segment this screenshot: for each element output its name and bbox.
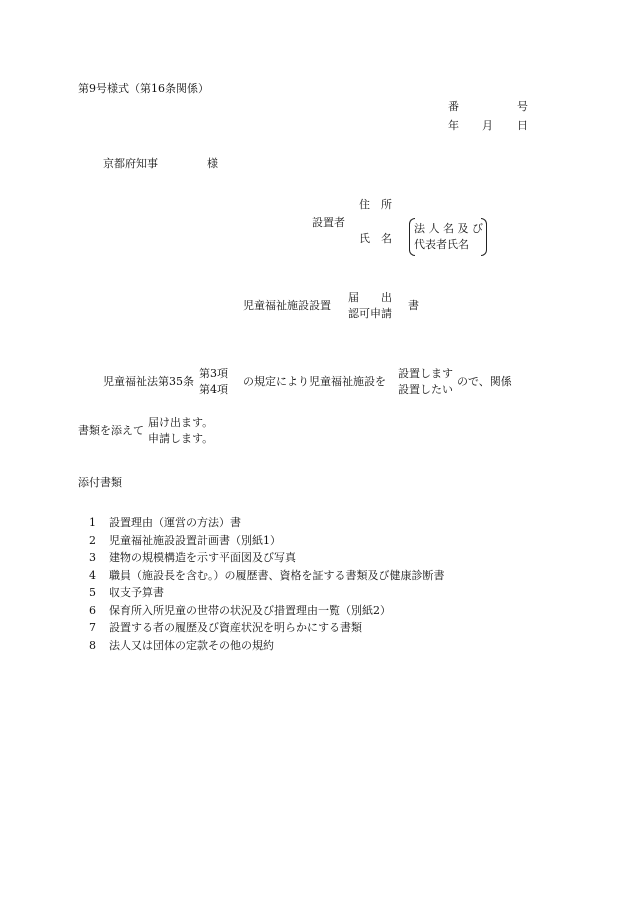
list-item-text: 児童福祉施設設置計画書（別紙1） xyxy=(109,533,281,547)
date-month: 月 xyxy=(482,119,493,132)
list-item-text: 収支予算書 xyxy=(109,586,164,599)
list-item-text: 職員（施設長を含む。）の履歴書、資格を証する書類及び健康診断書 xyxy=(109,568,445,582)
list-item-text: 建物の規模構造を示す平面図及び写真 xyxy=(109,551,296,564)
list-item xyxy=(89,619,445,637)
list-item xyxy=(89,567,445,585)
body-middle: の規定により児童福祉施設を xyxy=(243,375,386,388)
applicant-label: 設置者 xyxy=(312,216,345,229)
corp-note-line2: 代表者氏名 xyxy=(414,238,469,251)
list-item-number: 7 xyxy=(89,621,96,634)
name-label: 氏 名 xyxy=(359,232,392,245)
list-item xyxy=(89,584,445,602)
body-clause-3: 第3項 xyxy=(199,367,228,380)
date-year: 年 xyxy=(448,119,459,132)
date-day: 日 xyxy=(517,119,528,132)
corp-note-bracket-right xyxy=(481,218,487,256)
corp-note-line1: 法 人 名 及 び xyxy=(414,222,483,235)
list-item-number: 6 xyxy=(89,603,96,617)
addressee-name: 京都府知事 xyxy=(103,157,158,170)
list-item-number: 1 xyxy=(89,516,96,529)
body-tail: ので、関係 xyxy=(457,375,512,388)
list-item-text: 保育所入所児童の世帯の状況及び措置理由一覧（別紙2） xyxy=(109,603,391,617)
body-submit-apply: 申請します。 xyxy=(148,432,214,445)
body-submit-notify: 届け出ます。 xyxy=(148,416,214,429)
list-item-number: 4 xyxy=(89,568,96,582)
title-suffix: 書 xyxy=(408,299,419,312)
body-choice-intend: 設置したい xyxy=(398,383,453,396)
title-prefix: 児童福祉施設設置 xyxy=(243,299,331,312)
list-item-text: 設置する者の履歴及び資産状況を明らかにする書類 xyxy=(109,621,362,634)
list-item xyxy=(89,549,445,567)
list-item xyxy=(89,514,445,532)
list-item-number: 8 xyxy=(89,638,96,652)
body-clause-4: 第4項 xyxy=(199,383,228,396)
list-item-text: 設置理由（運営の方法）書 xyxy=(109,516,241,529)
attachments-heading: 添付書類 xyxy=(78,476,122,489)
body-docs-prefix: 書類を添えて xyxy=(78,424,144,437)
address-label: 住 所 xyxy=(359,198,392,211)
list-item xyxy=(89,637,445,655)
title-option-approval: 認可申請 xyxy=(348,307,392,320)
list-item-number: 5 xyxy=(89,586,96,599)
list-item xyxy=(89,602,445,620)
number-label-ban: 番 xyxy=(448,100,459,113)
form-title: 第9号様式（第16条関係） xyxy=(78,82,209,95)
body-law: 児童福祉法第35条 xyxy=(103,375,194,388)
addressee-honorific: 様 xyxy=(207,157,218,170)
list-item-number: 2 xyxy=(89,533,96,547)
list-item xyxy=(89,532,445,550)
list-item-number: 3 xyxy=(89,551,96,564)
body-choice-establish: 設置します xyxy=(398,367,453,380)
title-option-notify: 届 出 xyxy=(348,291,392,304)
list-item-text: 法人又は団体の定款その他の規約 xyxy=(109,638,274,652)
number-label-go: 号 xyxy=(517,100,528,113)
attachments-list xyxy=(89,514,445,654)
